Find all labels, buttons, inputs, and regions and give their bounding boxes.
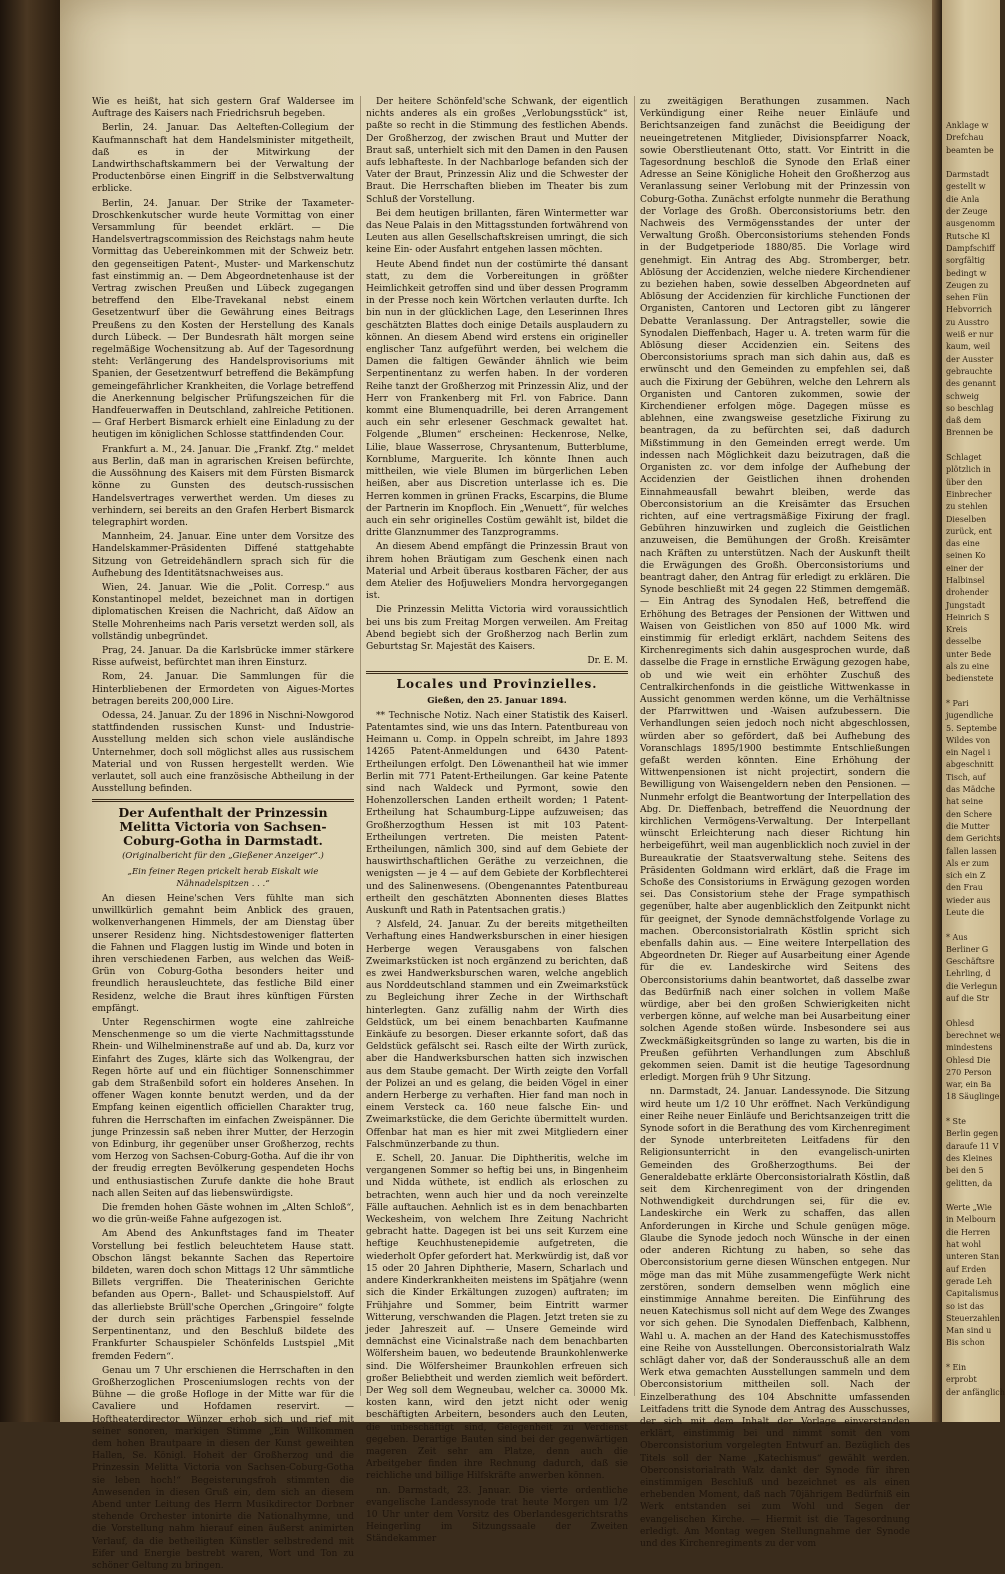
edge-line: Man sind u	[946, 1326, 992, 1336]
edge-line: gebrauchte	[946, 366, 993, 376]
edge-line: gestellt w	[946, 182, 986, 192]
edge-line: weiß er nur	[946, 330, 994, 340]
column-separator	[360, 96, 361, 1396]
edge-line: schweig	[946, 391, 979, 401]
news-item-wien: Wien, 24. Januar. Wie die „Polit. Corresp.“ aus Konstantinopel meldet, bezeichnet man in dortigen diplomatischen Kreisen die Nachricht, daß Aïdow an Stelle Mohrenheims nach Paris versetzt werden soll, als vollständig unbegründet.	[92, 582, 354, 642]
edge-line: 270 Person	[946, 1067, 992, 1077]
edge-line: Zeugen zu	[946, 280, 989, 290]
edge-line: Bis schon	[946, 1338, 985, 1348]
edge-line: mindestens	[946, 1043, 993, 1053]
edge-line	[946, 1350, 996, 1362]
edge-line: Berlin gegen	[946, 1129, 999, 1139]
edge-line: hat seine	[946, 797, 983, 807]
edge-line: der Zeuge	[946, 207, 988, 217]
article-paragraph: Die Prinzessin Melitta Victoria wird voraussichtlich bei uns bis zum Freitag Morgen verweilen. Am Freitag Abend begiebt sich der Großherzog nach Berlin zum Geburtstag Sr. Majestät des Kaisers.	[366, 605, 628, 652]
edge-line: einer der	[946, 563, 984, 573]
column-left	[92, 96, 354, 1574]
edge-line: das eine	[946, 539, 980, 549]
news-item-technical-note: ** Technische Notiz. Nach einer Statistik des Kaiserl. Patentamtes sind, wie uns das Intern. Patentbureau von Heimann u. Comp. in Oppeln schreibt, im Jahre 1893 14265 Patent-Anmeldungen und 6430 Patent-Ertheilungen erfolgt. Den Löwenantheil hat wie immer Berlin mit 771 Patent-Ertheilungen. Gar keine Patente sind nach Waldeck und Pyrmont, sowie den Hohenzollerschen Landen ertheilt worden; 1 Patent-Ertheilung hat Schaumburg-Lippe aufzuweisen; das Großherzogthum Hessen ist mit 103 Patent-Ertheilungen vertreten. Die meisten Patent-Ertheilungen, nämlich 300, sind auf dem Gebiete der hauswirthschaftlichen Geräthe zu verzeichnen, die wenigsten — je 4 — auf dem Gebiete der Korbflechterei und des Salinenwesens. (Obengenanntes Patentbureau ertheilt den geschätzten Abonnenten dieses Blattes Auskunft und Rath in Patentsachen gratis.)	[366, 710, 628, 916]
edge-line	[946, 440, 996, 452]
edge-line: Brennen be	[946, 428, 994, 438]
edge-line: Werte „Wie	[946, 1203, 992, 1213]
edge-line: so beschlag	[946, 403, 994, 413]
edge-line: als zu eine	[946, 662, 990, 672]
section-rule	[92, 799, 354, 802]
edge-line: desselbe	[946, 637, 982, 647]
edge-line: Geschäftsre	[946, 957, 995, 967]
edge-line: die Anla	[946, 194, 980, 204]
edge-line: 18 Säuglinge	[946, 1092, 1000, 1102]
edge-line: gerade Leh	[946, 1276, 993, 1286]
edge-line: 5. Septembe	[946, 723, 997, 733]
news-item-rom: Rom, 24. Januar. Die Sammlungen für die Hinterbliebenen der Ermordeten von Aigues-Mortes betragen bereits 200,000 Lire.	[92, 672, 354, 707]
edge-line: auf die Str	[946, 994, 989, 1004]
edge-line: Lehrling, d	[946, 969, 991, 979]
edge-line: zu Ausstro	[946, 317, 989, 327]
edge-line: des Kleines	[946, 1153, 993, 1163]
edge-line: plötzlich in	[946, 465, 991, 475]
article-paragraph: Am Abend des Ankunftstages fand im Theater Vorstellung bei festlich beleuchtetem Hause statt. Obschon längst bekannte Sachen das Repertoire bildeten, waren doch schon Mittags 12 Uhr sämmtliche Billets vergriffen. Die Theaterinischen Gerichte befanden aus Opern-, Ballet- und Schauspielstoff. Auf das allerliebste Brüll'sche Operchen „Gringoire“ folgte der durch sein prächtiges Farbenspiel fesselnde Serpentinentanz, und den Beschluß bildete des Frankfurter Schauspieler Schönfelds Lustspiel „Mit fremden Federn“.	[92, 1229, 354, 1362]
edge-line: kaum, weil	[946, 342, 991, 352]
column-middle	[366, 96, 628, 1548]
edge-line: Darmstadt	[946, 170, 990, 180]
edge-line: abgeschnitt	[946, 760, 994, 770]
article-paragraph: An diesen Heine'schen Vers fühlte man sich unwillkürlich gemahnt beim Anblick des grauen, wolkenverhangenen Himmels, der am Dienstag über unserer Residenz hing. Nichtsdestoweniger flatterten die Fahnen und Flaggen lustig im Winde und boten in ihren verschiedenen Farben, aus welchen das Weiß-Grün von Coburg-Gotha besonders heiter und freundlich herausleuchtete, das festliche Bild einer Residenz, welche die Braut ihres künftigen Fürsten empfängt.	[92, 893, 354, 1014]
column-right	[640, 96, 910, 1552]
edge-line: * Ste	[946, 1117, 966, 1127]
edge-line: zurück, ent	[946, 526, 992, 536]
edge-line: wieder aus	[946, 895, 991, 905]
article-paragraph: Bei dem heutigen brillanten, fären Wintermetter war das Neue Palais in den Mittagsstunden fortwährend von Leuten aus allen Gesellschaftskreisen umringt, die sich keine Ein- oder Ausfahrt entgehen lassen möchten.	[366, 208, 628, 256]
edge-line: sich ein Z	[946, 871, 986, 881]
news-item-berlin-2: Berlin, 24. Januar. Der Strike der Taxameter-Droschkenkutscher wurde heute Vormittag von einer Versammlung für beendet erklärt. — Die Handelsvertragscommission des Reichstags nahm heute Vormittag das Uebereinkommen mit der Schweiz betr. den gegenseitigen Patent-, Muster- und Markenschutz fast einstimmig an. — Dem Abgeordnetenhause ist der Vertrag zwischen Preußen und Lübeck zugegangen betreffend den Elbe-Travekanal nebst einem Gesetzentwurf über die Gewährung eines Beitrags Preußens zu den Kosten der Herstellung des Kanals durch Lübeck. — Der Bundesrath hält morgen seine regelmäßige Wochensitzung ab. Auf der Tagesordnung steht: Verlängerung des Handelsprovisoriums mit Spanien, der Gesetzentwurf betreffend die Bekämpfung gemeingefährlicher Krankheiten, die Vorlage betreffend die Anerkennung belgischer Prüfungszeichen für die Handfeuerwaffen in Deutschland, zahlreiche Petitionen. — Graf Herbert Bismarck erhielt eine Einladung zu der heutigen im königlichen Schlosse stattfindenden Cour.	[92, 198, 354, 441]
article-source-line: (Originalbericht für den „Gießener Anzeiger“.)	[122, 851, 324, 862]
page-gutter	[932, 0, 942, 1422]
edge-line: * Aus	[946, 932, 968, 942]
article-signature: Dr. E. M.	[587, 656, 628, 667]
column-separator	[634, 96, 635, 1396]
edge-line: Ohlesd Die	[946, 1055, 991, 1065]
edge-line: Dampfschiff	[946, 243, 995, 253]
edge-line: ein Nagel i	[946, 748, 991, 758]
section-rule	[366, 671, 628, 674]
article-paragraph: Heute Abend findet nun der costümirte thé dansant statt, zu dem die Vorbereitungen in größter Heimlichkeit getroffen sind und über dessen Programm in der Presse noch kein Wörtchen verlauten durfte. Ich bin nun in der glücklichen Lage, den Leserinnen Ihres geschätzten Blattes doch einige Details ausplaudern zu können. An diesem Abend wird erstens ein origineller englischer Tanz aufgeführt werden, bei welchem die Damen die faltigen Gewänder ähnlich wie beim Serpentinentanz zu werfen haben. In der vorderen Reihe tanzt der Großherzog mit Prinzessin Aliz, und der Herr von Frankenberg mit Frl. von Fabrice. Dann kommt eine Blumenquadrille, bei deren Arrangement auch ein sehr erlesener Geschmack gewaltet hat. Folgende „Blumen“ erscheinen: Heckenrose, Nelke, Lilie, blaue Wasserrose, Chrysantenum, Butterblume, Kornblume, Marguerite. Ich könnte Ihnen auch mittheilen, wie viele Blumen im bürgerlichen Leben heißen, aber aus Discretion unterlasse ich es. Die Herren kommen in grünen Fracks, Escarpins, die Blume der Partnerin im Knopfloch. Ein „Wenuett“, für welches auch ein sehr originelles Costüm gewählt ist, bildet die dritte Glanznummer des Tanzprogramms.	[366, 259, 628, 539]
edge-line	[946, 919, 996, 931]
binding-edge	[0, 0, 60, 1422]
edge-line: sehen Fün	[946, 293, 989, 303]
edge-line: auf Erden	[946, 1264, 987, 1274]
edge-line: die Verlegun	[946, 981, 998, 991]
edge-line: daraufe 11 V	[946, 1141, 999, 1151]
edge-line	[946, 1005, 996, 1017]
edge-line: daß dem	[946, 416, 982, 426]
edge-line: unter Bede	[946, 649, 992, 659]
edge-line: so ist das	[946, 1301, 984, 1311]
edge-line: der Ausster	[946, 354, 994, 364]
edge-line	[946, 157, 996, 169]
edge-line: berechnet we	[946, 1030, 1002, 1040]
edge-line: fallen lassen	[946, 846, 997, 856]
edge-line: die Herren	[946, 1227, 991, 1237]
news-item-darmstadt-synod: nn. Darmstadt, 24. Januar. Landessynode. Die Sitzung wird heute um 1/2 10 Uhr eröffnet. Nach Verkündigung einer Reihe neuer Einläufe und Berichtsanzeigen tritt die Synode sofort in die Berathung des vom Kirchenregiment der Synode unterbreiteten Leitfadens für den Religionsunterricht in den evangelisch-unirten Gemeinden des Großherzogthums. Bei der Generaldebatte erklärte Oberconsistorialrath Köstlin, daß seit dem Kirchenregiment von der dringenden Nothwendigkeit durchdrungen sei, für die ev. Landeskirche ein Werk zu schaffen, das allen Anforderungen in Kirche und Schule genügen möge. Glaube die Synode jedoch noch Wünsche in der einen oder anderen Richtung zu haben, so sehe das Oberconsistorium gerne diesen Wünschen entgegen. Nur möge man das mit Mühe zusammengefügte Werk nicht zerstören, sondern demselben wenn möglich eine einstimmige Annahme bereiten. Die Einführung des neuen Katechismus soll nicht auf dem Wege des Zwanges vor sich gehen. Die Synodalen Dieffenbach, Kalbhenn, Wahl u. A. machen an der Hand des Katechismusstoffes eine Reihe von Ausstellungen. Oberconsistorialrath Walz schlägt daher vor, daß der Sonderausschuß alle an dem Werk etwa gemachten Ausstellungen sammeln und dem Oberconsistorium mittheilen soll. Nach der Einzelberathung des 104 Abschnitte umfassenden Leitfadens tritt die Synode dem Antrag des Ausschusses, der sich mit dem Inhalt der Vorlage einverstanden erklärt, einstimmig bei und nimmt somit den vom Oberconsistorium vorgelegten Entwurf an. Bezüglich des Titels soll der Name „Katechismus“ gewählt werden. Oberconsistorialrath Walz dankt der Synode für ihren einstimmigen Beschluß und bezeichnet es als einen erhebenden Moment, daß nach 70jährigem Bedürfniß ein Werk entstanden sei zum Wohl und Segen der evangelischen Kirche. — Hiermit ist die Tagesordnung erledigt. Am Montag wegen Stellungnahme der Synode und des Kirchenregiments zu der vom	[640, 1087, 910, 1549]
section-heading: Locales und Provinzielles.	[396, 677, 598, 692]
edge-line	[946, 1104, 996, 1116]
edge-line: Ohlesd	[946, 1018, 975, 1028]
edge-line: Wildes von	[946, 735, 991, 745]
article-paragraph: Unter Regenschirmen wogte eine zahlreiche Menschenmenge so um die vierte Nachmittagsstunde Rhein- und Wilhelminenstraße auf und ab. Da, kurz vor Einfahrt des Zuges, klärte sich das Wolkengrau, der Regen hörte auf und ein flüchtiger Sonnenschimmer gab dem Straßenbild sofort ein holderes Ansehen. In offener Wagen konnte benutzt werden, und da der Empfang keinen eigentlich officiellen Charakter trug, fuhren die Herrschaften im einfachen Zweispänner. Die junge Prinzessin saß neben ihrer Mutter, der Herzogin von Edinburg, ihr gegenüber unser Großherzog, rechts vom Herzog von Sachsen-Coburg-Gotha. Auf die ihr von der freudig erregten Bevölkerung gespendeten Hochs und enthusiastischen Zurufe dankte die hohe Braut nach allen Seiten auf das liebenswürdigste.	[92, 1018, 354, 1199]
edge-line: bedingt w	[946, 268, 987, 278]
edge-line	[946, 1190, 996, 1202]
edge-line: Berliner G	[946, 944, 989, 954]
article-paragraph: An diesem Abend empfängt die Prinzessin Braut von ihrem hohen Bräutigam zum Geschenk einen nach Material und Arbeit überaus kostbaren Fächer, der aus dem Atelier des Hofjuweliers Mondra hervorgegangen ist.	[366, 542, 628, 602]
edge-line: seinen Ko	[946, 551, 986, 561]
article-motto: „Ein feiner Regen prickelt herab Eiskalt wie Nähnadelspitzen . . .“	[127, 866, 319, 889]
edge-line: bedienstete	[946, 674, 994, 684]
edge-line: gelitten, da	[946, 1178, 993, 1188]
news-item-frankfurt: Frankfurt a. M., 24. Januar. Die „Frankf. Ztg.“ meldet aus Berlin, daß man in agrarischen Kreisen befürchte, die Aussöhnung des Kaisers mit dem Fürsten Bismarck könne zu Gunsten des deutsch-russischen Handelsvertrages verwerthet werden. Um dieses zu verhindern, sei bereits an den Grafen Herbert Bismarck telegraphirt worden.	[92, 444, 354, 528]
edge-line: Jungstadt	[946, 600, 986, 610]
edge-line: Einbrecher	[946, 489, 992, 499]
edge-line: war, ein Ba	[946, 1080, 992, 1090]
edge-line	[946, 686, 996, 698]
edge-line: den Frau	[946, 883, 983, 893]
edge-line: Halbinsel	[946, 575, 985, 585]
edge-line: Hebvorrich	[946, 305, 993, 315]
edge-line: der anfänglich	[946, 1387, 1005, 1397]
edge-line: erprobt	[946, 1375, 977, 1385]
edge-line: bei den 5	[946, 1166, 984, 1176]
edge-line: Schlaget	[946, 453, 982, 463]
article-headline: Der Aufenthalt der Prinzessin Melitta Victoria von Sachsen-Coburg-Gotha in Darmstadt.	[118, 805, 328, 849]
article-paragraph: zu zweitägigen Berathungen zusammen. Nach Verkündigung einer Reihe neuer Einläufe und Berichtsanzeigen fand zunächst die Beeidigung der neueingetretenen Mitglieder, Divisionspfarrer Noack, sowie Oberstlieutenant Otto, statt. Vor Eintritt in die Tagesordnung beschloß die Synode den Erlaß einer Adresse an Seine Königliche Hoheit den Großherzog aus Veranlassung seiner Verlobung mit der Prinzessin von Coburg-Gotha. Zunächst erfolgte nunmehr die Berathung der Vorlage des Großh. Oberconsistoriums betr. den Nachweis des Vermögensstandes der unter der Verwaltung Großh. Oberconsistoriums stehenden Fonds in der Budgetperiode 1880/85. Die Vorlage wird genehmigt. Ein Antrag des Abg. Stromberger, betr. Ablösung der Accidenzien, welche niedere Kirchendiener zu beziehen haben, sowie desselben Abgeordneten auf Ablösung der Accidenzien für kirchliche Functionen der Organisten, Cantoren und Lectoren gibt zu längerer Debatte Veranlassung. Der Antragsteller, sowie die Synodalen Dieffenbach, Hager u. A. treten warm für die Ablösung dieser Accidenzien ein. Seitens des Oberconsistoriums sprach man sich dahin aus, daß es erwünscht und den Gemeinden zu empfehlen sei, daß auch die Fixirung der Gebühren, welche den Lehrern als Organisten und Cantoren zukommen, sowie der Kirchendiener erfolgen möge. Dagegen müsse es ablehnen, eine zwangsweise gesetzliche Fixirung zu beantragen, da zu befürchten sei, daß dadurch Mißstimmung in den Gemeinden erregt werde. Um indessen nach Möglichkeit dazu beizutragen, daß die Organisten zc. vor dem infolge der Aufhebung der Accidenzien der Geistlichen ihnen drohenden Einnahmeausfall bewahrt bleiben, werde das Oberconsistorium an die Kreisämter das Ersuchen richten, auf eine vertragsmäßige Fixirung der fragl. Gebühren hinzuwirken und zugleich die Geistlichen anzuweisen, die Bemühungen der Großh. Kreisämter nach Kräften zu unterstützen. Nach der Auskunft theilt die Erwägungen des Großh. Oberconsistoriums und beantragt daher, den Antrag für erledigt zu erklären. Die Synode beschließt mit 24 gegen 22 Stimmen demgemäß. — Ein Antrag des Synodalen Heß, betreffend die Erhöhung des Betrages der Pensionen der Wittwen und Waisen von Geistlichen von 850 auf 1000 Mk. wird einstimmig für erledigt erklärt, nachdem Seitens des Kirchenregiments sich dahin ausgesprochen wurde, daß dasselbe die Frage in ernstliche Erwägung gezogen habe, ob und wie weit ein erhöhter Zuschuß des Centralkirchenfonds in die geistliche Wittwenkasse in Aussicht genommen werden könne, um die Verhältnisse der Pfarrwittwen und -Waisen aufzubessern. Die Verhandlungen seien jedoch noch nicht abgeschlossen, würden aber so gefördert, daß bei Aufhebung des Voranschlags 1895/1900 bestimmte Entschließungen gefaßt werden könnten. Eine Erhöhung der Wittwenpensionen ist nicht projectirt, sondern die Bewilligung von Waisengeldern neben den Pensionen. — Nunmehr erfolgt die Beantwortung der Interpellation des Abg. Dr. Dieffenbach, betreffend die Neuordnung der kirchlichen Vermögens-Verwaltung. Der Interpellant wünscht Erleichterung nach dieser Richtung hin herbeigeführt, weil man augenblicklich noch zuviel in der Bureaukratie der Staatsverwaltung stehe. Seitens des Präsidenten Goldmann wird erklärt, daß die Frage im Schoße des Consistoriums in Erwägung gezogen worden sei. Das Consistorium stehe der Frage sympathisch gegenüber, halte aber augenblicklich den Zeitpunkt nicht für geeignet, der Synode demnächstfolgende Vorlage zu machen. Oberconsistorialrath Köstlin spricht sich ebenfalls dahin aus. — Eine weitere Interpellation des Abgeordneten Dr. Rieger auf Ausarbeitung einer Agende für die ev. Landeskirche wird Seitens des Oberconsistoriums dahin beantwortet, daß dasselbe zwar das Bedürfniß nach einer solchen in vollem Maße würdige, aber bei den großen Schwierigkeiten nicht verbergen könne, auf welche man bei Ausarbeitung einer solchen Agende stoßen würde. Insbesondere sei aus Zweckmäßigkeitsgründen so lange zu warten, bis die in Preußen geführten Verhandlungen zum Abschluß gekommen seien. Damit ist die heutige Tagesordnung erledigt. Morgen früh 9 Uhr Sitzung.	[640, 97, 910, 1084]
edge-line: über den	[946, 477, 983, 487]
edge-line: Heinrich S	[946, 612, 990, 622]
edge-line: Kreis	[946, 625, 968, 635]
edge-line: hat wohl	[946, 1240, 982, 1250]
edge-line: Capitalismus	[946, 1289, 999, 1299]
edge-line: das Mädche	[946, 785, 995, 795]
edge-line: * Pari	[946, 698, 969, 708]
news-item-odessa: Odessa, 24. Januar. Zu der 1896 in Nischni-Nowgorod stattfindenden russischen Kunst- und Industrie-Ausstellung melden sich schon viele ausländische Unternehmer, doch soll möglichst alles aus russischem Material und von Russen hergestellt werden. Wie verlautet, soll auch eine französische Abtheilung in der Ausstellung befinden.	[92, 710, 354, 795]
news-item-darmstadt: nn. Darmstadt, 23. Januar. Die vierte ordentliche evangelische Landessynode trat heute Morgen um 1/2 10 Uhr unter dem Vorsitz des Oberlandesgerichtsraths Heingerling im Sitzungssaale der Zweiten Ständekammer	[366, 1485, 628, 1545]
edge-line: Rutsche Kl	[946, 231, 990, 241]
edge-line: die Mutter	[946, 821, 990, 831]
edge-line: Anklage w	[946, 121, 989, 130]
edge-line: ausgenomm	[946, 219, 996, 229]
article-paragraph: Die fremden hohen Gäste wohnen im „Alten Schloß“, wo die grün-weiße Fahne aufgezogen ist.	[92, 1203, 354, 1226]
edge-line: Steuerzahlen	[946, 1313, 1000, 1323]
edge-line: * Ein	[946, 1362, 967, 1372]
news-item-alsfeld: ? Alsfeld, 24. Januar. Zu der bereits mitgetheilten Verhaftung eines Handwerksburschen in einer hiesigen Herberge wegen Verausgabens von falschen Zweimarkstücken ist noch ergänzend zu berichten, daß es zwei Handwerksburschen waren, welche angeblich aus Norddeutschland stammen und ein Zweimarkstück zu Begleichung ihrer Zeche in der Wirthschaft hinterlegten. Ganz zufällig nahm der Wirth dies Geldstück, um bei einem benachbarten Kaufmanne Einkäufe zu besorgen. Dieser erkannte sofort, daß das Geldstück gefälscht sei. Rasch eilte der Wirth zurück, aber die Handwerksburschen hatten sich inzwischen aus dem Staube gemacht. Der Wirth zeigte den Vorfall der Polizei an und es gelang, die beiden Vögel in einer andern Herberge zu verhaften. Hier fand man noch in einem Versteck ca. 160 neue falsche Ein- und Zweimarkstücke, die dem Gerichte übermittelt wurden. Offenbar hat man es hier mit zwei Mitgliedern einer Falschmünzerbande zu thun.	[366, 920, 628, 1150]
edge-line: zu stehlen	[946, 502, 988, 512]
edge-line: beamten be	[946, 145, 994, 155]
next-page-edge-text	[946, 120, 1005, 1399]
news-item-mannheim: Mannheim, 24. Januar. Eine unter dem Vorsitze des Handelskammer-Präsidenten Diffené stattgehabte Sitzung von Getreidehändlern sprach sich für die Aufhebung des Identitätsnachweises aus.	[92, 532, 354, 579]
edge-line: unteren Stan	[946, 1252, 1000, 1262]
edge-line: dem Gerichts	[946, 834, 1001, 844]
edge-line: den Schere	[946, 809, 992, 819]
article-paragraph: Genau um 7 Uhr erschienen die Herrschaften in den Großherzoglichen Prosceniumslogen rechts von der Bühne — die große Hofloge in der Mitte war für die Cavaliere und Hofdamen reservirt. — Hoftheaterdirector Wünzer erhob sich und rief mit seiner sonoren, markigen Stimme „Ein Willkommen dem hohen Brautpaare in diesen der Kunst geweihten Hallen, Se. Königl. Hoheit der Großherzog und die Prinzessin Melitta Victoria von Sachsen-Coburg-Gotha sie leben hoch!“ Begeisterungsfroh stimmten die Anwesenden in diesen Gruß ein, dem sich an diesem Abend unter Leitung des Herrn Musikdirector Dorbner stehende Orchester intonirte die Nationalhymne, und die Vorstellung nahm hierauf einen äußerst animirten Verlauf, da die betheiligten Künstler selbstredend mit Eifer und Energie bestrebt waren, Wort und Ton zu schöner Geltung zu bringen.	[92, 1365, 354, 1571]
edge-line: sorgfältig	[946, 256, 986, 266]
news-item-berlin: Berlin, 24. Januar. Das Aelteften-Collegium der Kaufmannschaft hat dem Handelsminister mitgetheilt, daß es in der Mitwirkung der Landwirthschaftskammern bei der Verwaltung der Productenbörse einen Eingriff in die Selbstverwaltung erblicke.	[92, 123, 354, 195]
edge-line: Dieselben	[946, 514, 987, 524]
edge-line: Als er zum	[946, 858, 990, 868]
article-paragraph: Der heitere Schönfeld'sche Schwank, der eigentlich nichts anderes als ein großes „Verlobungsstück“ ist, paßte so recht in die Stimmung des festlichen Abends. Der Großherzog, der zwischen Braut und Mutter der Braut saß, unterhielt sich mit den Damen in den Pausen aufs lebhafteste. In der Nachbarloge befanden sich der Vater der Braut, Prinzessin Aliz und die Schwester der Braut. Die Herrschaften blieben im Theater bis zum Schluß der Vorstellung.	[366, 97, 628, 205]
edge-line: in Melbourn	[946, 1215, 996, 1225]
edge-line: jugendliche	[946, 711, 994, 721]
news-item-schell: E. Schell, 20. Januar. Die Diphtheritis, welche im vergangenen Sommer so heftig bei uns, in Bingenheim und Nidda wüthete, ist endlich als erloschen zu betrachten, wenn auch hier und da noch vereinzelte Fälle auftauchen. Aehnlich ist es in dem benachbarten Weckesheim, von welchem Ihre Zeitung Nachricht gebracht hatte. Dagegen ist bei uns seit Kurzem eine heftige Keuchhustenepidemie aufgetreten, die wiederholt Opfer gefordert hat. Merkwürdig ist, daß vor 15 oder 20 Jahren Diphtherie, Masern, Scharlach und andere Kinderkrankheiten meistens im Spätjahre (wenn sich die Kinder Erkältungen zuzogen) auftraten; im Frühjahre und Sommer, beim Eintritt warmer Witterung, verschwanden die Plagen. Jetzt treten sie zu jeder Jahreszeit auf. — Unsere Gemeinde wird demnächst eine Vicinalstraße nach dem benachbarten Wölfersheim bauen, wo bedeutende Braunkohlenwerke sind. Die Wölfersheimer Braunkohlen erfreuen sich großer Beliebtheit und werden ziemlich weit befördert. Der Weg soll dem Wegneubau, welcher ca. 30000 Mk. kosten kann, wird den jetzt nicht oder wenig beschäftigten Arbeitern, besonders auch den Leuten, die unbeschäftigt sind, Gelegenheit zu Verdienst gegeben. Derartige Bauten sind bei der gegenwärtigen mageren Zeit sehr am Platze, denn auch die Arbeitgeber finden ihre Rechnung dadurch, daß sie reichliche und billige Hilfskräfte anwerben können.	[366, 1154, 628, 1482]
dateline: Gießen, den 25. Januar 1894.	[427, 695, 567, 706]
edge-line: Tisch, auf	[946, 772, 986, 782]
edge-line: Drefchau	[946, 133, 984, 143]
edge-line: drohender	[946, 588, 989, 598]
edge-line: Leute die	[946, 908, 985, 917]
article-paragraph: Wie es heißt, hat sich gestern Graf Waldersee im Auftrage des Kaisers nach Friedrichsruh begeben.	[92, 97, 354, 120]
edge-line: des genannt	[946, 379, 996, 389]
news-item-prag: Prag, 24. Januar. Da die Karlsbrücke immer stärkere Risse aufweist, befürchtet man ihren Einsturz.	[92, 645, 354, 669]
